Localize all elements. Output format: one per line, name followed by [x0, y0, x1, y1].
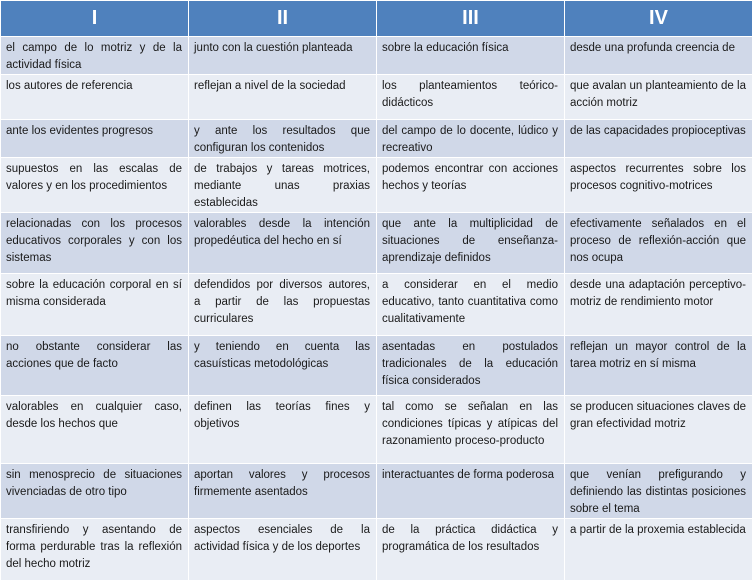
table-cell: tal como se señalan en las condiciones típicas y atípicas del razonamiento proceso-producto	[377, 396, 565, 464]
table-cell: reflejan un mayor control de la tarea motriz en sí misma	[565, 336, 753, 396]
table-cell: se producen situaciones claves de gran efectividad motriz	[565, 396, 753, 464]
table-row	[1, 213, 753, 274]
table-cell: defendidos por diversos autores, a partir de las propuestas curriculares	[189, 274, 377, 336]
table-cell: los autores de referencia	[1, 75, 189, 120]
table-row	[1, 396, 753, 464]
table-cell: aspectos esenciales de la actividad física y de los deportes	[189, 519, 377, 581]
table-row	[1, 274, 753, 336]
table-row	[1, 37, 753, 75]
table-cell: del campo de lo docente, lúdico y recreativo	[377, 120, 565, 158]
table-cell: definen las teorías fines y objetivos	[189, 396, 377, 464]
table-cell: sobre la educación física	[377, 37, 565, 75]
table-cell: ante los evidentes progresos	[1, 120, 189, 158]
table-cell: de la práctica didáctica y programática de los resultados	[377, 519, 565, 581]
table-cell: interactuantes de forma poderosa	[377, 464, 565, 519]
header-row	[1, 1, 753, 37]
table-cell: a partir de la proxemia establecida	[565, 519, 753, 581]
column-header-iii: III	[377, 1, 565, 37]
table-cell: reflejan a nivel de la sociedad	[189, 75, 377, 120]
table-cell: junto con la cuestión planteada	[189, 37, 377, 75]
table-cell: asentadas en postulados tradicionales de la educación física considerados	[377, 336, 565, 396]
table-cell: sobre la educación corporal en sí misma considerada	[1, 274, 189, 336]
table-cell: efectivamente señalados en el proceso de reflexión-acción que nos ocupa	[565, 213, 753, 274]
table-row	[1, 120, 753, 158]
table-cell: a considerar en el medio educativo, tanto cuantitativa como cualitativamente	[377, 274, 565, 336]
table-row	[1, 464, 753, 519]
table-cell: y ante los resultados que configuran los contenidos	[189, 120, 377, 158]
table-cell: supuestos en las escalas de valores y en los procedimientos	[1, 158, 189, 213]
table-cell: aspectos recurrentes sobre los procesos cognitivo-motrices	[565, 158, 753, 213]
table-cell: relacionadas con los procesos educativos corporales y con los sistemas	[1, 213, 189, 274]
table-cell: transfiriendo y asentando de forma perdurable tras la reflexión del hecho motriz	[1, 519, 189, 581]
table-row	[1, 75, 753, 120]
table-cell: desde una adaptación perceptivo-motriz de rendimiento motor	[565, 274, 753, 336]
table-cell: desde una profunda creencia de	[565, 37, 753, 75]
table-cell: y teniendo en cuenta las casuísticas metodológicas	[189, 336, 377, 396]
table-cell: de las capacidades propioceptivas	[565, 120, 753, 158]
table-row	[1, 519, 753, 581]
table-cell: no obstante considerar las acciones que de facto	[1, 336, 189, 396]
table-row	[1, 158, 753, 213]
table-cell: que venían prefigurando y definiendo las distintas posiciones sobre el tema	[565, 464, 753, 519]
column-header-iv: IV	[565, 1, 753, 37]
table-cell: que avalan un planteamiento de la acción motriz	[565, 75, 753, 120]
table-cell: podemos encontrar con acciones hechos y teorías	[377, 158, 565, 213]
table-cell: los planteamientos teórico-didácticos	[377, 75, 565, 120]
table-cell: valorables desde la intención propedéutica del hecho en sí	[189, 213, 377, 274]
table-cell: sin menosprecio de situaciones vivenciadas de otro tipo	[1, 464, 189, 519]
column-header-i: I	[1, 1, 189, 37]
table-cell: de trabajos y tareas motrices, mediante unas praxias establecidas	[189, 158, 377, 213]
table-row	[1, 336, 753, 396]
table-cell: el campo de lo motriz y de la actividad física	[1, 37, 189, 75]
table-cell: aportan valores y procesos firmemente asentados	[189, 464, 377, 519]
column-header-ii: II	[189, 1, 377, 37]
table-cell: que ante la multiplicidad de situaciones de enseñanza-aprendizaje definidos	[377, 213, 565, 274]
table-cell: valorables en cualquier caso, desde los hechos que	[1, 396, 189, 464]
